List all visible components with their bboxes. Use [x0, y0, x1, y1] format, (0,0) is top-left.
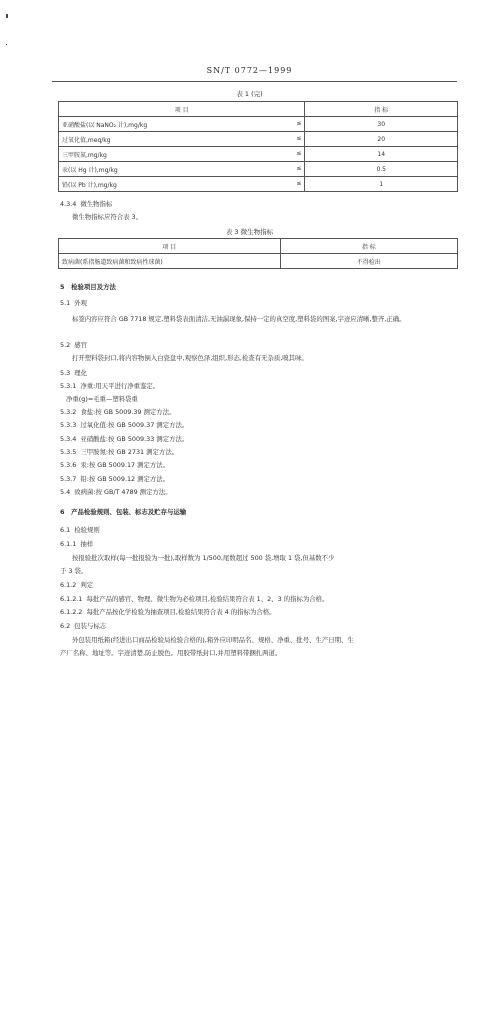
method-line [60, 488, 172, 497]
section-number: 6.1.2.2 [60, 608, 83, 616]
row-op: ≤ [296, 134, 302, 142]
table-header-row [59, 239, 458, 254]
sec-6-1-2-2 [60, 608, 276, 617]
sec-6-1-heading [60, 526, 100, 535]
section-title: 判定 [80, 581, 94, 589]
section-title: 感官 [74, 341, 88, 349]
sec-6-2-body-line1: 外包装用纸箱(经进出口商品检验局检验合格的),箱外应印明品名、规格、净重、批号、生产日期、生 [72, 636, 354, 644]
section-number: 5.3.1 [60, 382, 77, 390]
section-number: 5.3 [60, 369, 71, 377]
sec-4-3-4-body: 微生物指标应符合表 3。 [72, 213, 143, 221]
standard-number-header: SN/T 0772—1999 [206, 66, 293, 75]
section-title: 产品检验规则、包装、标志及贮存与运输 [71, 508, 187, 516]
section-text: 三甲胺氮:按 GB 2731 测定方法。 [80, 448, 179, 456]
row-item: 铅(以 Pb 计),mg/kg [62, 181, 117, 189]
section-text: 食盐:按 GB 5009.39 测定方法。 [80, 408, 176, 416]
method-line [60, 475, 169, 484]
section-number: 5.1 [60, 299, 71, 307]
sec-6-2-body-line2: 产厂名称、地址等。字迹清楚,防止脱色。用胶带纸封口,并用塑料带捆扎两道。 [60, 649, 282, 657]
section-title: 包装与标志 [74, 622, 107, 630]
section-title: 抽样 [80, 540, 94, 548]
section-text: 净重:用天平进行净重鉴定。 [80, 382, 160, 390]
section-number: 5.3.5 [60, 448, 77, 456]
method-line [60, 448, 178, 457]
sec-5-1-body: 标签内容应符合 GB 7718 规定,塑料袋表面清洁,无油漏现象,保持一定的真空度,塑料袋的图案,字迹应清晰,整齐,正确。 [72, 315, 406, 323]
section-number: 6.1.2 [60, 581, 77, 589]
method-line [60, 421, 188, 430]
row-op: ≤ [296, 119, 302, 127]
sec-6-1-1-heading [60, 540, 93, 549]
table-row [59, 147, 458, 162]
row-value: 30 [305, 117, 458, 132]
section-text: 每批产品按化学检验为抽查项目,检验结果符合表 4 的指标为合格。 [86, 608, 276, 616]
section-text: 汞:按 GB 5009.17 测定方法。 [80, 461, 170, 469]
table-row [59, 254, 458, 269]
sec-6-heading [60, 508, 186, 517]
table-row [59, 132, 458, 147]
sec-6-1-2-heading [60, 581, 93, 590]
section-title: 外观 [74, 299, 88, 307]
sec-6-1-2-1 [60, 595, 328, 604]
section-number: 5.3.3 [60, 421, 77, 429]
section-title: 微生物指标 [80, 200, 113, 208]
section-number: 4.3.4 [60, 200, 77, 208]
table1-caption: 表 1 (完) [236, 90, 263, 98]
section-number: 6.1.2.1 [60, 595, 83, 603]
row-value: 14 [305, 147, 458, 162]
row-item: 亚硝酸盐(以 NaNO₂ 计),mg/kg [62, 121, 148, 129]
table-row [59, 162, 458, 177]
row-item: 致病菌(系指肠道致病菌和致病性球菌) [59, 254, 281, 269]
section-title: 检验规则 [74, 526, 100, 534]
table3 [58, 238, 458, 269]
section-text: 过氧化值:按 GB 5009.37 测定方法。 [80, 421, 189, 429]
row-value: 不得检出 [280, 254, 457, 269]
section-number: 5.2 [60, 341, 71, 349]
section-text: 铅:按 GB 5009.12 测定方法。 [80, 475, 170, 483]
sec-4-3-4-heading [60, 200, 112, 209]
row-item: 过氧化值,meq/kg [62, 136, 111, 144]
table3-col-item: 项 目 [59, 239, 281, 254]
sec-6-1-1-body-line2: 于 3 袋。 [60, 567, 88, 575]
table-row [59, 177, 458, 192]
section-number: 5.3.7 [60, 475, 77, 483]
method-line [60, 408, 175, 417]
row-value: 1 [305, 177, 458, 192]
table1-col-item: 项 目 [59, 102, 305, 117]
section-title: 检验项目及方法 [71, 283, 116, 291]
scan-speck [6, 44, 7, 45]
section-number: 6.1 [60, 526, 71, 534]
method-line [60, 461, 169, 470]
table1-col-index: 指 标 [305, 102, 458, 117]
sec-5-3-1 [60, 382, 159, 391]
section-number: 6 [60, 508, 65, 516]
section-text: 每批产品的感官、物理、微生物为必检项目,检验结果符合表 1、2、3 的指标为合格。 [86, 595, 329, 603]
section-number: 6.2 [60, 622, 71, 630]
sec-5-heading [60, 283, 116, 292]
sec-5-2-body: 打开塑料袋封口,将内容物倒入白瓷盘中,观察色泽,组织,形态,检查有无杂质,嗅其味。 [72, 354, 308, 362]
scan-speck [6, 14, 8, 18]
sec-6-2-heading [60, 622, 106, 631]
table3-caption: 表 3 微生物指标 [225, 228, 274, 236]
sec-5-2-heading [60, 341, 87, 350]
row-op: ≤ [296, 179, 302, 187]
section-number: 5.4 [60, 488, 71, 496]
section-title: 理化 [74, 369, 88, 377]
section-number: 5.3.2 [60, 408, 77, 416]
sec-5-3-heading [60, 369, 87, 378]
section-number: 5.3.4 [60, 435, 77, 443]
table-row [59, 117, 458, 132]
net-weight-formula: 净重(g)=毛重—塑料袋重 [66, 395, 138, 403]
row-value: 0.5 [305, 162, 458, 177]
section-text: 致病菌:按 GB/T 4789 测定方法。 [74, 488, 172, 496]
table1 [58, 101, 458, 192]
row-item: 三甲胺氮,mg/kg [62, 151, 107, 159]
row-value: 20 [305, 132, 458, 147]
method-line [60, 435, 188, 444]
section-number: 6.1.1 [60, 540, 77, 548]
section-number: 5 [60, 283, 65, 291]
section-text: 亚硝酸盐:按 GB 5009.33 测定方法。 [80, 435, 189, 443]
row-op: ≤ [296, 164, 302, 172]
table-header-row [59, 102, 458, 117]
row-op: ≤ [296, 149, 302, 157]
row-item: 汞(以 Hg 计),mg/kg [62, 166, 118, 174]
section-number: 5.3.6 [60, 461, 77, 469]
sec-5-1-heading [60, 299, 87, 308]
sec-6-1-1-body-line1: 按报验批次取样(每一批报验为一批),取样数为 1/500,尾数超过 500 袋,增取 1 袋,但基数不少 [72, 554, 335, 562]
header-rule [52, 81, 457, 82]
table3-col-index: 指 标 [280, 239, 457, 254]
